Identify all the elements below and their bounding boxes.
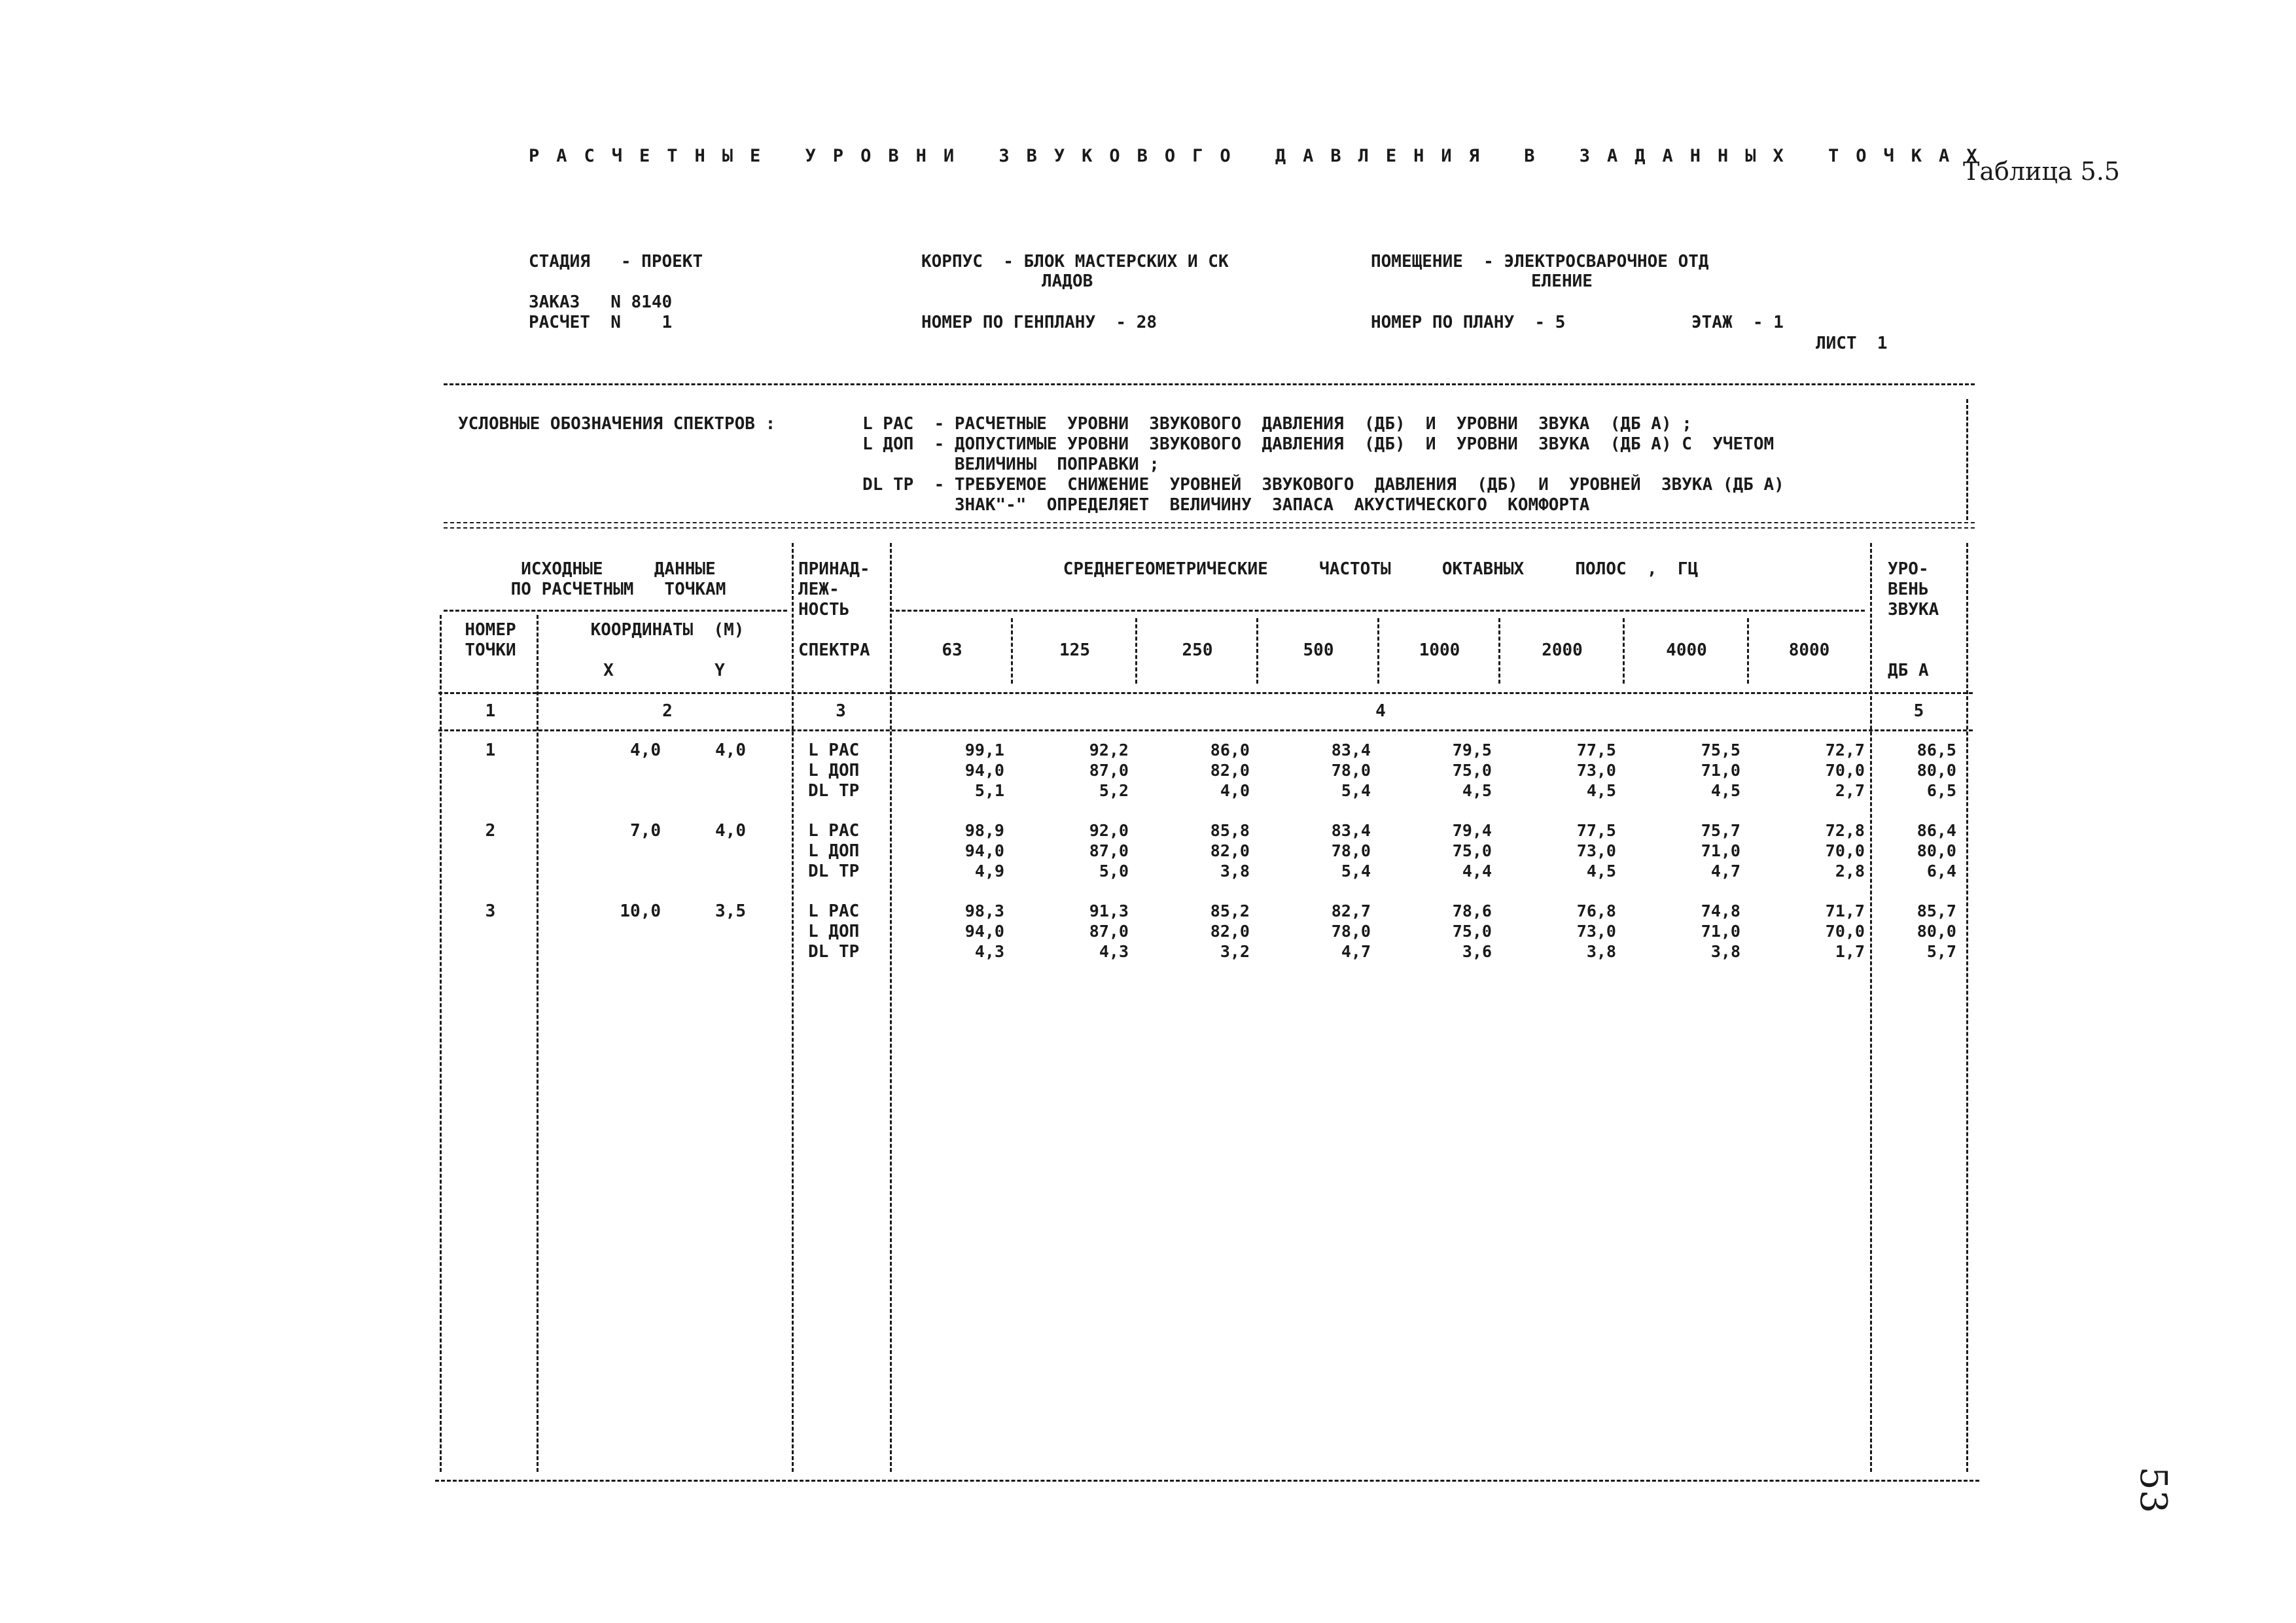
building-text: КОРПУС - БЛОК МАСТЕРСКИХ И СК: [921, 252, 1229, 271]
rule-bottom: [435, 1480, 1979, 1482]
col-line-f1: [1011, 618, 1013, 684]
legend-line-lras: L РАС - РАСЧЕТНЫЕ УРОВНИ ЗВУКОВОГО ДАВЛЕНИЯ (ДБ) И УРОВНИ ЗВУКА (ДБ А) ;: [862, 414, 1692, 434]
level-value: 99,1: [964, 741, 1004, 759]
level-value: 79,4: [1452, 821, 1492, 840]
level-value: 75,7: [1701, 821, 1740, 840]
level-value: 85,2: [1210, 901, 1250, 920]
calc-text: РАСЧЕТ N 1: [529, 313, 673, 332]
level-value: 73,0: [1576, 841, 1616, 860]
header-level-1: УРО-: [1888, 559, 1929, 579]
level-value: 77,5: [1576, 821, 1616, 840]
level-value: 75,0: [1452, 841, 1492, 860]
level-value: 94,0: [964, 761, 1004, 780]
rule-colnum-bottom: [438, 729, 1973, 731]
table-label: Таблица 5.5: [1963, 157, 2120, 186]
dba-value: 85,7: [1916, 901, 1956, 920]
header-coords: КООРДИНАТЫ (М): [590, 620, 745, 640]
level-value: 82,7: [1331, 901, 1371, 920]
dba-value: 6,5: [1926, 781, 1956, 800]
level-value: 83,4: [1331, 741, 1371, 759]
rule-sub-src: [444, 610, 787, 612]
header-belong-1: ПРИНАД-: [798, 559, 870, 579]
level-value: 4,5: [1462, 781, 1492, 800]
dba-value: 86,4: [1916, 821, 1956, 840]
legend-line-ldop: L ДОП - ДОПУСТИМЫЕ УРОВНИ ЗВУКОВОГО ДАВЛЕНИЯ (ДБ) И УРОВНИ ЗВУКА (ДБ А) С УЧЕТОМ: [862, 434, 1775, 454]
col-line-f7: [1747, 618, 1749, 684]
header-freq-250: 250: [1182, 640, 1213, 660]
col-line-f6: [1623, 618, 1625, 684]
spectrum-label: L ДОП: [808, 922, 860, 941]
level-value: 71,0: [1701, 922, 1740, 941]
level-value: 4,3: [1099, 942, 1129, 961]
spectrum-label: DL ТР: [808, 942, 860, 962]
spectrum-label: DL ТР: [808, 781, 860, 801]
level-value: 94,0: [964, 841, 1004, 860]
spectrum-label: DL ТР: [808, 862, 860, 881]
level-value: 78,6: [1452, 901, 1492, 920]
building-text-cont: ЛАДОВ: [1042, 271, 1093, 291]
level-value: 83,4: [1331, 821, 1371, 840]
level-value: 72,7: [1825, 741, 1865, 759]
level-value: 86,0: [1210, 741, 1250, 759]
level-value: 3,8: [1710, 942, 1740, 961]
sheet-text: ЛИСТ 1: [1816, 334, 1888, 353]
col-line-belong-left: [792, 543, 794, 1472]
dba-value: 80,0: [1916, 761, 1956, 780]
stage-text: СТАДИЯ - ПРОЕКТ: [529, 252, 703, 271]
level-value: 5,0: [1099, 862, 1129, 881]
colnum-2: 2: [662, 701, 673, 721]
point-x: 7,0: [630, 821, 661, 841]
header-x: X: [603, 661, 614, 680]
rule-double: [444, 522, 1975, 529]
colnum-5: 5: [1913, 701, 1924, 721]
level-value: 79,5: [1452, 741, 1492, 759]
level-value: 75,0: [1452, 922, 1492, 941]
level-value: 5,1: [974, 781, 1004, 800]
level-value: 73,0: [1576, 922, 1616, 941]
level-value: 5,4: [1341, 781, 1371, 800]
dba-value: 80,0: [1916, 841, 1956, 860]
col-line-level-left: [1870, 543, 1872, 1472]
level-value: 4,5: [1586, 862, 1616, 881]
level-value: 4,9: [974, 862, 1004, 881]
level-value: 75,0: [1452, 761, 1492, 780]
page-number: 53: [2132, 1466, 2175, 1514]
level-value: 87,0: [1089, 761, 1129, 780]
level-value: 92,2: [1089, 741, 1129, 759]
level-value: 4,5: [1710, 781, 1740, 800]
colnum-1: 1: [485, 701, 496, 721]
header-freq-8000: 8000: [1788, 640, 1830, 660]
level-value: 92,0: [1089, 821, 1129, 840]
level-value: 70,0: [1825, 922, 1865, 941]
header-point-1: НОМЕР: [465, 620, 516, 640]
colnum-4: 4: [1375, 701, 1386, 721]
point-x: 10,0: [620, 901, 661, 921]
spectrum-label: L ДОП: [808, 761, 860, 780]
col-line-f5: [1498, 618, 1500, 684]
room-text-cont: ЕЛЕНИЕ: [1531, 271, 1593, 291]
legend-line-ldop-cont: ВЕЛИЧИНЫ ПОПРАВКИ ;: [862, 455, 1159, 474]
level-value: 87,0: [1089, 922, 1129, 941]
level-value: 78,0: [1331, 841, 1371, 860]
level-value: 71,0: [1701, 841, 1740, 860]
level-value: 76,8: [1576, 901, 1616, 920]
point-y: 3,5: [715, 901, 746, 921]
level-value: 4,7: [1341, 942, 1371, 961]
level-value: 91,3: [1089, 901, 1129, 920]
order-text: ЗАКАЗ N 8140: [529, 292, 673, 312]
header-point-2: ТОЧКИ: [465, 640, 516, 660]
level-value: 2,7: [1835, 781, 1865, 800]
legend-line-dltr-cont: ЗНАК"-" ОПРЕДЕЛЯЕТ ВЕЛИЧИНУ ЗАПАСА АКУСТИЧЕСКОГО КОМФОРТА: [862, 495, 1590, 515]
level-value: 4,4: [1462, 862, 1492, 881]
legend-heading: УСЛОВНЫЕ ОБОЗНАЧЕНИЯ СПЕКТРОВ :: [458, 414, 776, 434]
level-value: 3,2: [1220, 942, 1250, 961]
level-value: 5,2: [1099, 781, 1129, 800]
dba-value: 5,7: [1926, 942, 1956, 961]
header-source-2: ПО РАСЧЕТНЫМ ТОЧКАМ: [510, 580, 726, 599]
dba-value: 80,0: [1916, 922, 1956, 941]
level-value: 78,0: [1331, 922, 1371, 941]
level-value: 2,8: [1835, 862, 1865, 881]
room-text: ПОМЕЩЕНИЕ - ЭЛЕКТРОСВАРОЧНОЕ ОТД: [1371, 252, 1709, 271]
level-value: 70,0: [1825, 761, 1865, 780]
col-line-belong-right: [890, 543, 892, 1472]
header-level-3: ЗВУКА: [1888, 600, 1939, 620]
rule-header-bottom: [438, 692, 1973, 694]
level-value: 5,4: [1341, 862, 1371, 881]
header-level-2: ВЕНЬ: [1888, 580, 1929, 599]
legend-line-dltr: DL ТР - ТРЕБУЕМОЕ СНИЖЕНИЕ УРОВНЕЙ ЗВУКОВОГО ДАВЛЕНИЯ (ДБ) И УРОВНЕЙ ЗВУКА (ДБ А): [862, 475, 1784, 495]
level-value: 98,9: [964, 821, 1004, 840]
level-value: 82,0: [1210, 841, 1250, 860]
header-source-1: ИСХОДНЫЕ ДАННЫЕ: [521, 559, 716, 579]
col-line-point: [537, 615, 539, 1472]
col-line-f4: [1377, 618, 1379, 684]
level-value: 75,5: [1701, 741, 1740, 759]
point-number: 1: [485, 741, 496, 760]
level-value: 3,6: [1462, 942, 1492, 961]
point-number: 2: [485, 821, 496, 841]
level-value: 71,7: [1825, 901, 1865, 920]
point-y: 4,0: [715, 741, 746, 760]
col-line-level-right: [1966, 543, 1968, 1472]
level-value: 73,0: [1576, 761, 1616, 780]
header-freq-500: 500: [1303, 640, 1334, 660]
spectrum-label: L РАС: [808, 901, 860, 921]
point-number: 3: [485, 901, 496, 921]
level-value: 4,0: [1220, 781, 1250, 800]
header-freq-125: 125: [1059, 640, 1090, 660]
level-value: 82,0: [1210, 761, 1250, 780]
colnum-3: 3: [836, 701, 846, 721]
level-value: 72,8: [1825, 821, 1865, 840]
header-belong-4: СПЕКТРА: [798, 640, 870, 660]
level-value: 94,0: [964, 922, 1004, 941]
spectrum-label: L РАС: [808, 821, 860, 841]
legend-right-border: [1966, 399, 1968, 520]
col-line-f2: [1135, 618, 1137, 684]
header-frequency-title: СРЕДНЕГЕОМЕТРИЧЕСКИЕ ЧАСТОТЫ ОКТАВНЫХ ПОЛОС , ГЦ: [1063, 559, 1699, 579]
header-belong-2: ЛЕЖ-: [798, 580, 839, 599]
level-value: 3,8: [1220, 862, 1250, 881]
genplan-text: НОМЕР ПО ГЕНПЛАНУ - 28: [921, 313, 1157, 332]
level-value: 82,0: [1210, 922, 1250, 941]
point-y: 4,0: [715, 821, 746, 841]
header-freq-4000: 4000: [1666, 640, 1707, 660]
plan-number-text: НОМЕР ПО ПЛАНУ - 5: [1371, 313, 1566, 332]
document-title: РАСЧЕТНЫЕ УРОВНИ ЗВУКОВОГО ДАВЛЕНИЯ В ЗАДАННЫХ ТОЧКАХ: [529, 146, 1994, 166]
level-value: 4,5: [1586, 781, 1616, 800]
header-freq-63: 63: [942, 640, 963, 660]
level-value: 77,5: [1576, 741, 1616, 759]
floor-text: ЭТАЖ - 1: [1691, 313, 1784, 332]
level-value: 98,3: [964, 901, 1004, 920]
spectrum-label: L ДОП: [808, 841, 860, 861]
rule-top: [444, 383, 1975, 385]
level-value: 74,8: [1701, 901, 1740, 920]
col-line-f3: [1256, 618, 1258, 684]
dba-value: 6,4: [1926, 862, 1956, 881]
level-value: 85,8: [1210, 821, 1250, 840]
rule-sub-freq: [890, 610, 1865, 612]
level-value: 4,3: [974, 942, 1004, 961]
level-value: 70,0: [1825, 841, 1865, 860]
dba-value: 86,5: [1916, 741, 1956, 759]
header-freq-2000: 2000: [1542, 640, 1583, 660]
level-value: 3,8: [1586, 942, 1616, 961]
header-belong-3: НОСТЬ: [798, 600, 850, 620]
level-value: 4,7: [1710, 862, 1740, 881]
col-line-left: [440, 615, 442, 1472]
header-level-4: ДБ А: [1888, 661, 1929, 680]
level-value: 71,0: [1701, 761, 1740, 780]
point-x: 4,0: [630, 741, 661, 760]
spectrum-label: L РАС: [808, 741, 860, 760]
level-value: 87,0: [1089, 841, 1129, 860]
header-y: Y: [715, 661, 725, 680]
level-value: 78,0: [1331, 761, 1371, 780]
level-value: 1,7: [1835, 942, 1865, 961]
header-freq-1000: 1000: [1419, 640, 1460, 660]
